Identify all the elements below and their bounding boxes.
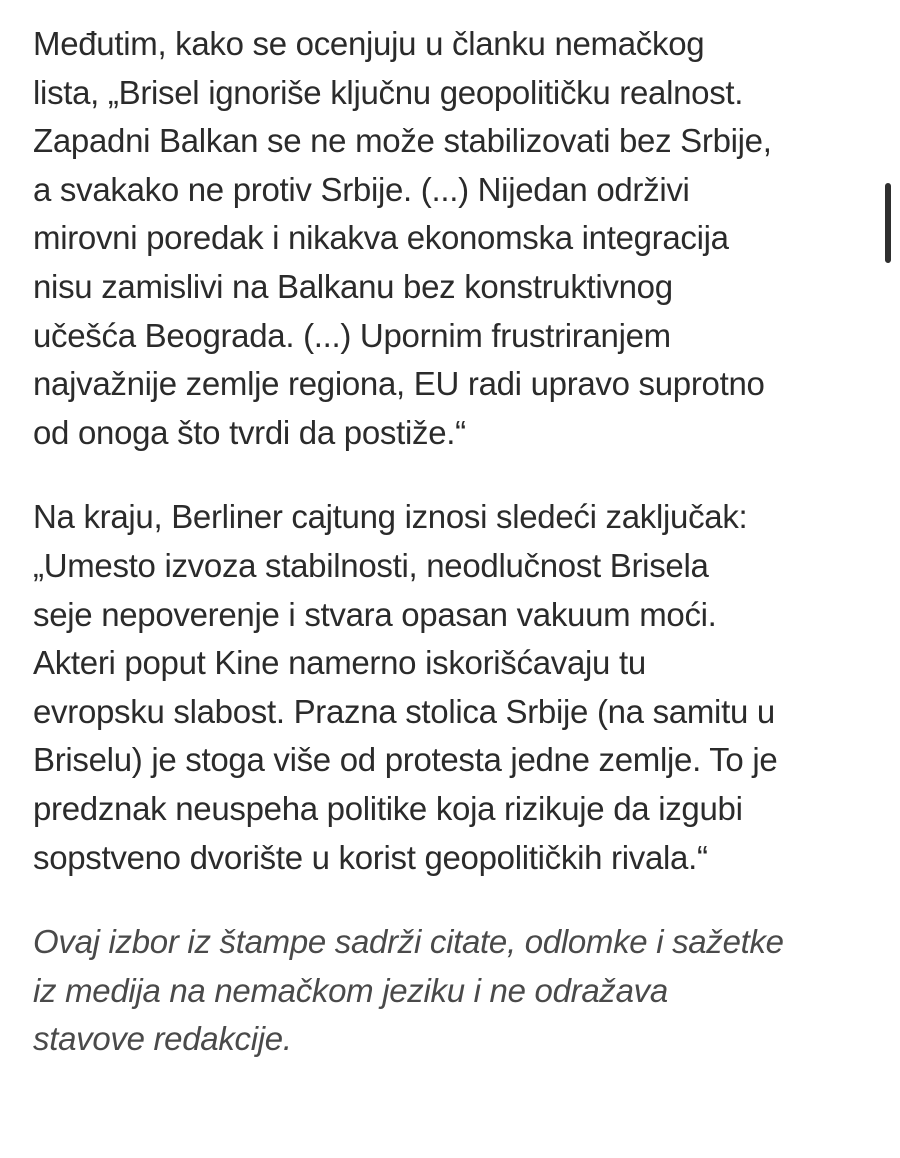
article-paragraph-2: Na kraju, Berliner cajtung iznosi sledeći zaključak: „Umesto izvoza stabilnosti, neodlučnost Brisela seje nepoverenje i stvara opasan vakuum moći. Akteri poput Kine namerno iskorišćavaju tu evropsku slabost. Prazna stolica Srbije (na samitu u Briselu) je stoga više od protesta jedne zemlje. To je predznak neuspeha politike koja rizikuje da izgubi sopstveno dvorište u korist geopolitičkih rivala.“	[33, 498, 778, 876]
article-body	[33, 20, 873, 1064]
article-paragraph-1: Međutim, kako se ocenjuju u članku nemačkog lista, „Brisel ignoriše ključnu geopolitičku realnost. Zapadni Balkan se ne može stabilizovati bez Srbije, a svakako ne protiv Srbije. (...) Nijedan održivi mirovni poredak i nikakva ekonomska integracija nisu zamislivi na Balkanu bez konstruktivnog učešća Beograda. (...) Upornim frustriranjem najvažnije zemlje regiona, EU radi upravo suprotno od onoga što tvrdi da postiže.“	[33, 25, 772, 451]
scrollbar-thumb[interactable]	[885, 183, 891, 263]
editorial-disclaimer: Ovaj izbor iz štampe sadrži citate, odlomke i sažetke iz medija na nemačkom jeziku i ne odražava stavove redakcije.	[33, 923, 784, 1058]
